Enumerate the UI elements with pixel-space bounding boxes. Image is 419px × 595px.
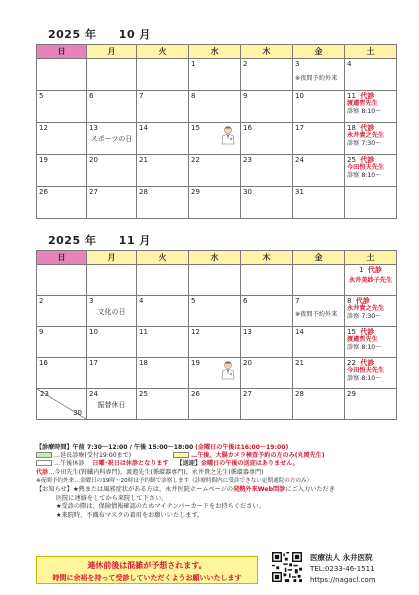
day-number: 18 (139, 359, 148, 367)
day-cell (293, 59, 345, 91)
clinic-info (310, 552, 410, 586)
day-number: 16 (39, 359, 48, 367)
day-number: 23 (243, 156, 252, 164)
weekday-sat: 土 (345, 251, 397, 265)
day-number: 8 (191, 92, 196, 100)
substitute-doctor: 永井貴之先生 (347, 305, 385, 312)
day-number: 17 (295, 124, 304, 132)
holiday-label: 振替休日 (97, 401, 126, 409)
calendar-empty-cell (137, 265, 189, 296)
day-cell (87, 296, 137, 327)
day-cell (241, 91, 293, 123)
weekday-fri: 金 (293, 251, 345, 265)
day-number: 22 (347, 359, 356, 367)
friday-hours-note: (金曜日の午後は16:00～19:00) (195, 444, 289, 451)
consult-time: 診察 7:30～ (347, 139, 382, 147)
day-number: 14 (295, 328, 304, 336)
day-cell (189, 296, 241, 327)
day-cell (37, 358, 87, 389)
day-cell (241, 123, 293, 155)
day-number: 10 (295, 92, 304, 100)
day-number: 17 (89, 359, 98, 367)
day-cell (293, 389, 345, 420)
calendar-empty-cell (37, 265, 87, 296)
day-number: 16 (243, 124, 252, 132)
day-number: 20 (89, 156, 98, 164)
day-number: 13 (89, 124, 98, 132)
day-cell (345, 358, 397, 389)
day-cell (137, 296, 189, 327)
day-number: 4 (347, 60, 352, 68)
weekday-wed: 水 (189, 251, 241, 265)
day-cell (37, 155, 87, 187)
day-cell (137, 187, 189, 219)
substitute-label: 代診 (360, 124, 375, 132)
day-cell (37, 187, 87, 219)
day-number: 9 (39, 328, 44, 336)
substitute-doctor: 渡邉哲先生 (347, 336, 378, 343)
substitute-label: 代診 (355, 297, 370, 305)
day-number: 13 (243, 328, 252, 336)
day-number: 11 (139, 328, 148, 336)
day-cell (37, 296, 87, 327)
weekday-sun: 日 (37, 251, 87, 265)
day-cell (293, 91, 345, 123)
notice-line4: ★来院時、不織布マスクの着用をお願いいたします。 (56, 511, 204, 519)
calendar-empty-cell (37, 59, 87, 91)
calendar-empty-cell (87, 265, 137, 296)
weekday-mon: 月 (87, 45, 137, 59)
weekday-tue: 火 (137, 251, 189, 265)
clinic-phone[interactable]: TEL:0233-46-1511 (310, 565, 375, 573)
substitute-legend-label: 代診 (36, 468, 49, 476)
qr-code-icon[interactable] (272, 552, 302, 582)
day-cell (87, 358, 137, 389)
day-cell (241, 358, 293, 389)
calendar-empty-cell (137, 59, 189, 91)
day-number: 11 (347, 92, 356, 100)
weekday-sat: 土 (345, 45, 397, 59)
endoscopy-swatch (173, 452, 189, 458)
holiday-label: スポーツの日 (90, 135, 133, 143)
day-number: 6 (243, 297, 248, 305)
day-number: 29 (191, 188, 200, 196)
day-number: 3 (295, 60, 300, 68)
weekday-fri: 金 (293, 45, 345, 59)
day-number: 28 (295, 390, 304, 398)
day-cell (345, 265, 397, 296)
november-year: 2025 年 (48, 234, 97, 247)
day-cell (189, 59, 241, 91)
day-number: 2 (39, 297, 44, 305)
day-number: 15 (191, 124, 200, 132)
day-number: 1 (359, 266, 364, 274)
doctor-illustration-icon (219, 360, 237, 380)
day-cell (189, 187, 241, 219)
holiday-label: 文化の日 (97, 308, 126, 316)
consult-time: 診察 8:10～ (347, 374, 382, 382)
weekday-mon: 月 (87, 251, 137, 265)
day-cell (345, 123, 397, 155)
banner-line1: 連休前後は混雑が予想されます。 (87, 561, 207, 570)
consult-time: 診察 8:10～ (347, 343, 382, 351)
day-cell (241, 327, 293, 358)
day-cell (189, 91, 241, 123)
fever-web-interview-link[interactable]: 発熱外来Web問診 (233, 486, 286, 493)
day-number: 26 (39, 188, 48, 196)
day-number: 18 (347, 124, 356, 132)
substitute-label: 代診 (360, 328, 375, 336)
calendar-empty-cell (345, 187, 397, 219)
day-number: 19 (191, 359, 200, 367)
day-number: 12 (191, 328, 200, 336)
calendar-empty-cell (293, 265, 345, 296)
day-number: 14 (139, 124, 148, 132)
day-cell (137, 389, 189, 420)
day-cell (87, 389, 137, 420)
night-clinic-legend: ※夜間予約外来…金曜日の19時～20時は予約制で診察します（診療時間内に受診できない定期通院の方のみ） (36, 477, 313, 484)
closed-afternoon-swatch (36, 460, 52, 466)
day-number: 27 (243, 390, 252, 398)
day-number: 21 (139, 156, 148, 164)
day-number: 28 (139, 188, 148, 196)
clinic-url-link[interactable]: https://nagacl.com (310, 576, 376, 584)
day-number: 30 (73, 409, 82, 417)
day-number: 9 (243, 92, 248, 100)
notice-line2: 医院に連絡をしてから来院して下さい。 (56, 494, 168, 502)
calendar-empty-cell (189, 265, 241, 296)
day-cell (293, 327, 345, 358)
weekday-tue: 火 (137, 45, 189, 59)
doctor-illustration-icon (219, 125, 237, 145)
day-cell (345, 155, 397, 187)
substitute-doctor: 永井美紗子先生 (348, 277, 393, 284)
october-title (48, 26, 151, 42)
november-calendar (36, 250, 397, 420)
day-number: 25 (139, 390, 148, 398)
substitute-doctor: 渡邉哲先生 (347, 100, 378, 107)
extended-label: …延長診療(受付19:00まで) (54, 452, 132, 460)
november-title (48, 232, 151, 248)
day-number: 4 (139, 297, 144, 305)
day-cell-split (37, 389, 87, 420)
day-number: 12 (39, 124, 48, 132)
day-cell (241, 187, 293, 219)
transport-note: 金曜日の午後の送迎はありません。 (200, 460, 299, 468)
day-cell (137, 327, 189, 358)
day-cell (345, 296, 397, 327)
day-number: 6 (89, 92, 94, 100)
day-number: 23 (40, 390, 49, 398)
day-cell (87, 155, 137, 187)
notice-title: 【お知らせ】 (36, 486, 73, 493)
day-cell (137, 358, 189, 389)
day-cell (293, 123, 345, 155)
notice-line1-tail: にご入力いただき (285, 486, 335, 493)
substitute-label: 代診 (360, 92, 375, 100)
day-cell (189, 327, 241, 358)
substitute-label: 代診 (367, 266, 382, 274)
day-number: 27 (89, 188, 98, 196)
consult-time: 診察 8:10～ (347, 171, 382, 179)
day-number: 5 (39, 92, 44, 100)
substitute-label: 代診 (360, 156, 375, 164)
legend (36, 444, 396, 485)
october-month: 10 月 (118, 28, 151, 41)
closed-days-label: 日曜･祝日は休診となります (92, 460, 169, 468)
extended-swatch (36, 452, 52, 458)
day-cell (345, 59, 397, 91)
notice-line3: ★受診の際は、保険情報確認のためマイナンバーカードをお持ちください。 (56, 503, 265, 510)
day-number: 24 (89, 390, 98, 398)
day-number: 29 (347, 390, 356, 398)
day-cell (345, 389, 397, 420)
calendar-empty-cell (241, 265, 293, 296)
day-cell (87, 91, 137, 123)
day-number: 24 (295, 156, 304, 164)
day-cell (189, 389, 241, 420)
day-cell (137, 123, 189, 155)
day-cell (87, 187, 137, 219)
day-cell (293, 296, 345, 327)
notice (36, 486, 396, 520)
day-number: 2 (243, 60, 248, 68)
closed-afternoon-label: …午後休診 (54, 460, 85, 468)
weekday-wed: 水 (189, 45, 241, 59)
day-cell (87, 327, 137, 358)
banner-line2: 時間に余裕を持って受診していただくようお願いいたします (52, 574, 242, 582)
night-clinic-note: ※夜間予約外来 (295, 75, 338, 82)
november-month: 11 月 (118, 234, 151, 247)
day-number: 3 (89, 297, 94, 305)
substitute-doctor: 今田恒夫先生 (347, 164, 385, 171)
notice-line1: ★熱または風邪症状がある方は、永井医院ホームページの (72, 486, 234, 493)
day-number: 31 (295, 188, 304, 196)
day-cell (293, 155, 345, 187)
hours-label: 【診療時間】午前 7:30～12:00 / 午後 15:00～18:00 (36, 444, 194, 451)
day-cell (241, 296, 293, 327)
day-cell (293, 187, 345, 219)
day-cell (293, 358, 345, 389)
day-number: 22 (191, 156, 200, 164)
holiday-crowding-banner (36, 556, 258, 584)
day-cell (189, 123, 241, 155)
consult-time: 診察 8:10～ (347, 107, 382, 115)
day-number: 5 (191, 297, 196, 305)
weekday-sun: 日 (37, 45, 87, 59)
day-cell (241, 59, 293, 91)
transport-label: 【送迎】 (176, 460, 201, 468)
clinic-name: 医療法人 永井医院 (310, 553, 373, 562)
substitute-label: 代診 (360, 359, 375, 367)
october-calendar (36, 44, 397, 219)
day-number: 7 (139, 92, 144, 100)
substitute-legend-note: …今田先生(腎臓内科専門)、渡邉先生(循環器専門)、永井貴之先生(循環器専門) (48, 468, 264, 476)
substitute-doctor: 永井貴之先生 (347, 132, 385, 139)
day-cell (345, 91, 397, 123)
day-number: 10 (89, 328, 98, 336)
day-number: 21 (295, 359, 304, 367)
day-number: 15 (347, 328, 356, 336)
day-number: 26 (191, 390, 200, 398)
day-number: 20 (243, 359, 252, 367)
day-cell (37, 123, 87, 155)
day-number: 19 (39, 156, 48, 164)
day-number: 1 (191, 60, 196, 68)
october-year: 2025 年 (48, 28, 97, 41)
day-cell (241, 389, 293, 420)
day-number: 30 (243, 188, 252, 196)
day-cell (241, 155, 293, 187)
day-cell (137, 155, 189, 187)
day-cell (189, 155, 241, 187)
day-cell (345, 327, 397, 358)
day-cell (189, 358, 241, 389)
endoscopy-label: …午後、大腸カメラ検査予約の方のみ(丸岡先生) (191, 452, 325, 460)
day-cell (37, 91, 87, 123)
day-cell (37, 327, 87, 358)
weekday-thu: 木 (241, 251, 293, 265)
day-number: 8 (347, 297, 352, 305)
day-cell (137, 91, 189, 123)
consult-time: 診察 7:30～ (347, 312, 382, 320)
night-clinic-note: ※夜間予約外来 (295, 311, 338, 318)
day-number: 25 (347, 156, 356, 164)
day-number: 7 (295, 297, 300, 305)
calendar-empty-cell (87, 59, 137, 91)
weekday-thu: 木 (241, 45, 293, 59)
substitute-doctor: 今田恒夫先生 (347, 367, 385, 374)
day-cell (87, 123, 137, 155)
